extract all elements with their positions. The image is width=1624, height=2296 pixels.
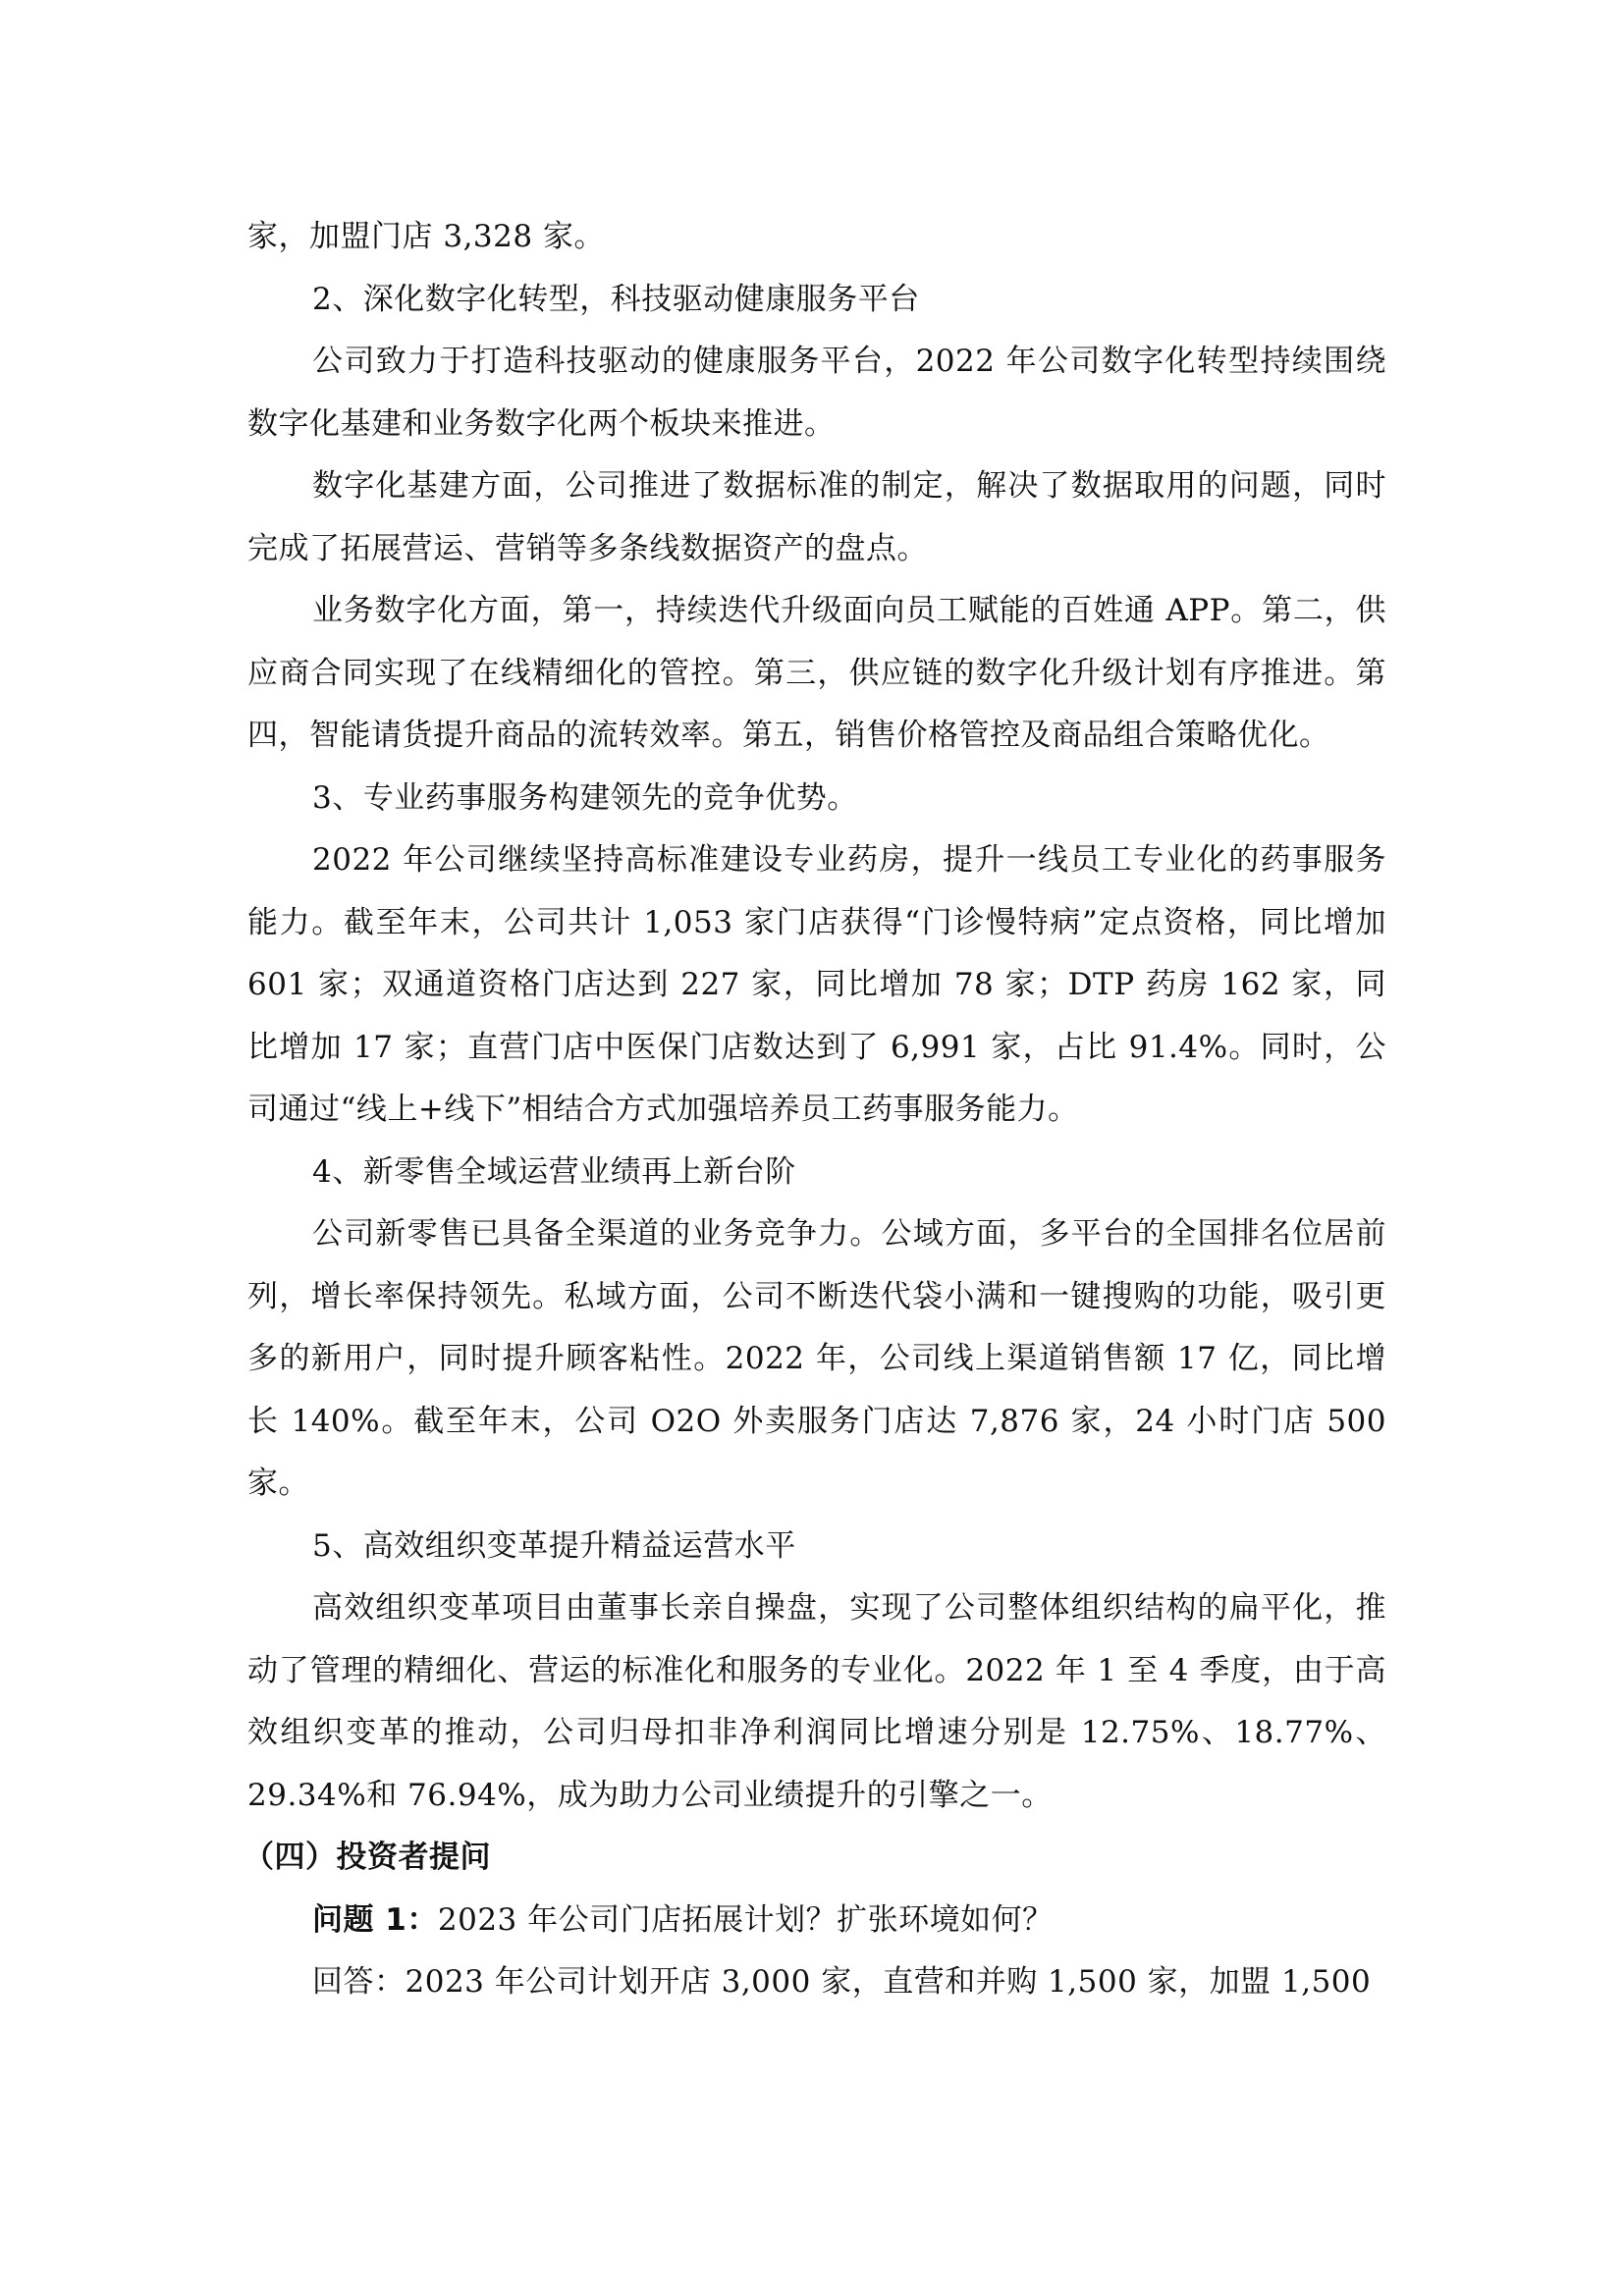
subheading: 4、新零售全域运营业绩再上新台阶 — [312, 1153, 796, 1190]
paragraph: 公司致力于打造科技驱动的健康服务平台，2022 年公司数字化转型持续围绕数字化基建和业务数字化两个板块来推进。 — [247, 344, 1386, 442]
subheading: 3、专业药事服务构建领先的竞争优势。 — [312, 779, 858, 816]
paragraph: 数字化基建方面，公司推进了数据标准的制定，解决了数据取用的问题，同时完成了拓展营运、营销等多条线数据资产的盘点。 — [247, 468, 1386, 566]
body-paragraphs — [247, 206, 1386, 1827]
question-text: 2023 年公司门店拓展计划？扩张环境如何？ — [437, 1901, 1054, 1938]
question-label: 问题 1： — [312, 1901, 438, 1938]
question-1 — [247, 1890, 1386, 1952]
subheading: 2、深化数字化转型，科技驱动健康服务平台 — [312, 281, 920, 317]
section-heading: （四）投资者提问 — [244, 1840, 491, 1875]
paragraph: 公司新零售已具备全渠道的业务竞争力。公域方面，多平台的全国排名位居前列，增长率保持领先。私域方面，公司不断迭代袋小满和一键搜购的功能，吸引更多的新用户，同时提升顾客粘性。2022 年，公司线上渠道销售额 17 亿，同比增长 140%。截至年末，公司 O2O 外卖服务门店达 7,876 家，24 小时门店 500 家。 — [247, 1216, 1387, 1501]
document-page — [244, 206, 1387, 2014]
subheading: 5、高效组织变革提升精益运营水平 — [312, 1527, 796, 1564]
answer-1: 回答：2023 年公司计划开店 3,000 家，直营和并购 1,500 家，加盟 1,500 — [312, 1964, 1372, 2000]
paragraph: 高效组织变革项目由董事长亲自操盘，实现了公司整体组织结构的扁平化，推动了管理的精细化、营运的标准化和服务的专业化。2022 年 1 至 4 季度，由于高效组织变革的推动，公司归母扣非净利润同比增速分别是 12.75%、18.77%、29.34%和 76.94%，成为助力公司业绩提升的引擎之一。 — [247, 1590, 1386, 1813]
paragraph: 业务数字化方面，第一，持续迭代升级面向员工赋能的百姓通 APP。第二，供应商合同实现了在线精细化的管控。第三，供应链的数字化升级计划有序推进。第四，智能请货提升商品的流转效率。第五，销售价格管控及商品组合策略优化。 — [247, 593, 1386, 753]
paragraph: 2022 年公司继续坚持高标准建设专业药房，提升一线员工专业化的药事服务能力。截至年末，公司共计 1,053 家门店获得“门诊慢特病”定点资格，同比增加 601 家；双通道资格门店达到 227 家，同比增加 78 家；DTP 药房 162 家，同比增加 17 家；直营门店中医保门店数达到了 6,991 家，占比 91.4%。同时，公司通过“线上+线下”相结合方式加强培养员工药事服务能力。 — [247, 842, 1386, 1127]
paragraph: 家，加盟门店 3,328 家。 — [247, 219, 605, 254]
